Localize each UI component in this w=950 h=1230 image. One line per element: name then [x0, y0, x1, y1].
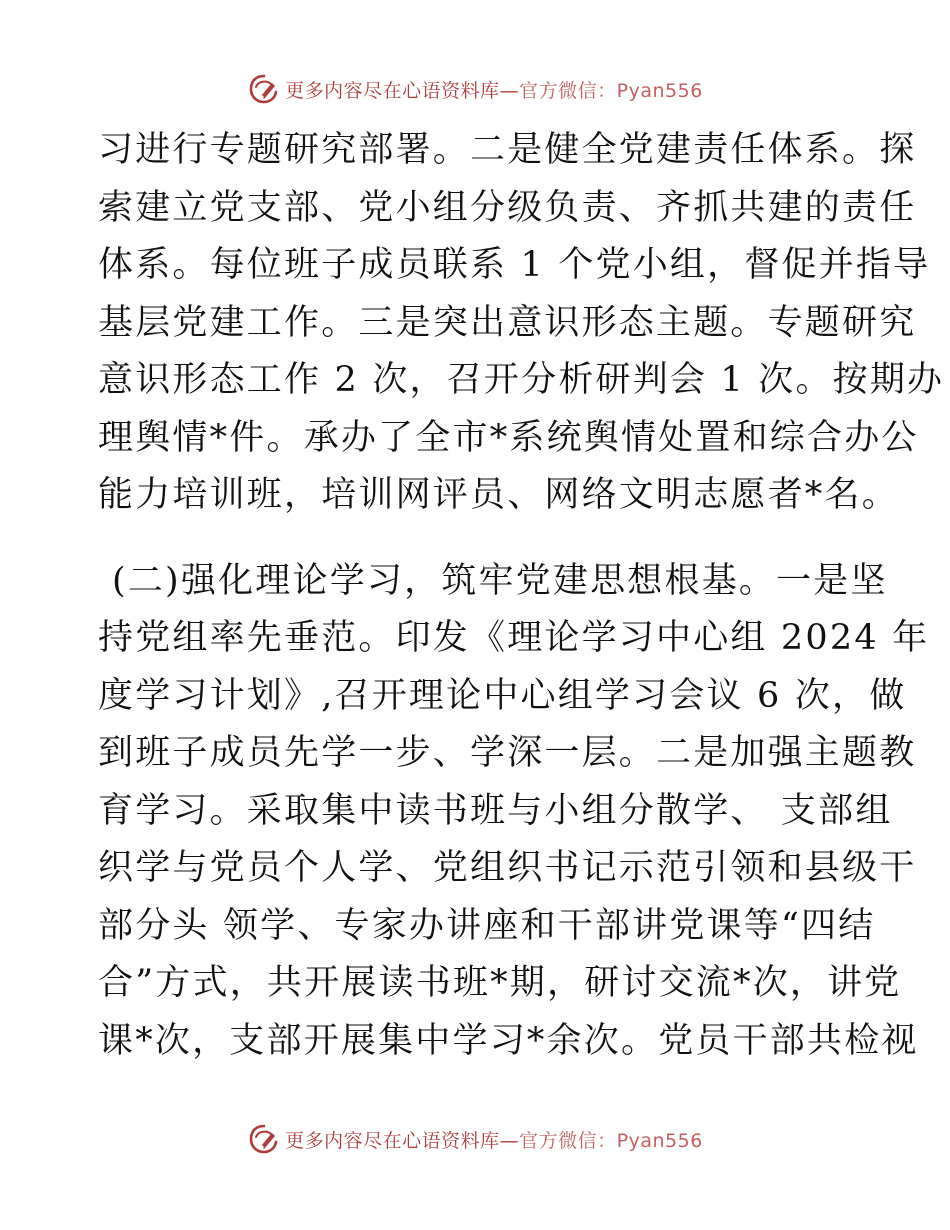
footer-watermark	[0, 1122, 950, 1156]
text-line: 基层党建工作。三是突出意识形态主题。专题研究	[98, 302, 917, 343]
text-line: 部分头 领学、专家办讲座和干部讲党课等“四结	[98, 905, 876, 946]
text-line: 合”方式，共开展读书班*期，研讨交流*次，讲党	[98, 963, 902, 1003]
pen-nib-swirl-icon	[247, 72, 281, 106]
text-line: 织学与党员个人学、党组织书记示范引领和县级干	[98, 848, 917, 888]
text-line: 体系。每位班子成员联系 1 个党小组，督促并指导	[98, 245, 931, 285]
text-line: 育学习。采取集中读书班与小组分散学、 支部组	[98, 790, 893, 831]
text-line: 课*次，支部开展集中学习*余次。党员干部共检视	[98, 1020, 919, 1061]
paragraph-2	[98, 553, 930, 1071]
text-line: 度学习计划》,召开理论中心组学习会议 6 次，做	[98, 675, 907, 716]
watermark-text: 更多内容尽在心语资料库—官方微信：Pyan556	[285, 79, 703, 102]
text-line: 到班子成员先学一步、学深一层。二是加强主题教	[98, 733, 917, 773]
document-body	[98, 122, 945, 1070]
text-line: 习进行专题研究部署。二是健全党建责任体系。探	[98, 130, 917, 170]
text-line: 能力培训班，培训网评员、网络文明志愿者*名。	[98, 475, 899, 515]
pen-nib-swirl-icon	[247, 1122, 281, 1156]
header-watermark	[0, 72, 950, 106]
text-line: 索建立党支部、党小组分级负责、齐抓共建的责任	[98, 187, 917, 228]
text-line: 理舆情*件。承办了全市*系统舆情处置和综合办公	[98, 417, 919, 458]
paragraph-1	[98, 122, 945, 525]
text-line: 持党组率先垂范。印发《理论学习中心组 2024 年	[98, 618, 930, 658]
section-heading-line: (二)强化理论学习，筑牢党建思想根基。一是坚	[112, 560, 888, 601]
text-line: 意识形态工作 2 次，召开分析研判会 1 次。按期办	[98, 360, 945, 400]
watermark-text: 更多内容尽在心语资料库—官方微信：Pyan556	[285, 1129, 703, 1152]
